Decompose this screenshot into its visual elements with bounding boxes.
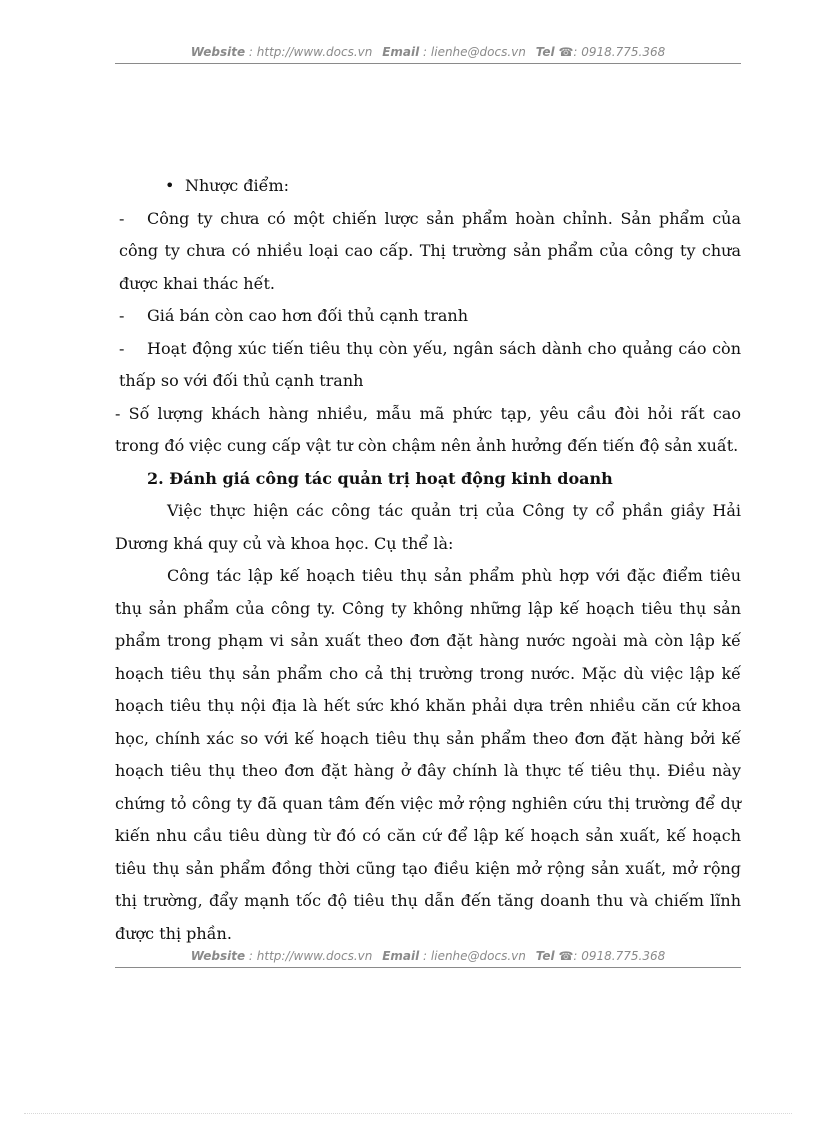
tel-label: Tel: [535, 45, 555, 59]
bullet-title: Nhược điểm:: [185, 176, 290, 195]
dash-item: [115, 333, 741, 398]
section-heading: 2. Đánh giá công tác quản trị hoạt động kinh doanh: [147, 468, 613, 488]
paragraph-main: Công tác lập kế hoạch tiêu thụ sản phẩm phù hợp với đặc điểm tiêu thụ sản phẩm của công ty. Công ty không những lập kế hoạch tiêu thụ sản phẩm trong phạm vi sản xuất theo đơn đặt hàng nước ngoài mà còn lập kế hoạch tiêu thụ sản phẩm cho cả thị trường trong nước. Mặc dù việc lập kế hoạch tiêu thụ nội địa là hết sức khó khăn phải dựa trên nhiều căn cứ khoa học, chính xác so với kế hoạch tiêu thụ sản phẩm theo đơn đặt hàng bởi kế hoạch tiêu thụ theo đơn đặt hàng ở đây chính là thực tế tiêu thụ. Điều này chứng tỏ công ty đã quan tâm đến việc mở rộng nghiên cứu thị trường để dự kiến nhu cầu tiêu dùng từ đó có căn cứ để lập kế hoạch sản xuất, kế hoạch tiêu thụ sản phẩm đồng thời cũng tạo điều kiện mở rộng sản xuất, mở rộng thị trường, đẩy mạnh tốc độ tiêu thụ dẫn đến tăng doanh thu và chiếm lĩnh được thị phần.: [115, 566, 741, 943]
dash-mark: -: [119, 306, 125, 325]
dash-text: Giá bán còn cao hơn đối thủ cạnh tranh: [147, 306, 469, 325]
phone-icon: ☎: [558, 45, 574, 59]
page-edge-divider: [24, 1113, 792, 1114]
tel-value: : 0918.775.368: [573, 45, 666, 59]
bullet-dot-icon: •: [165, 176, 175, 195]
bullet-item: [115, 170, 741, 203]
phone-icon: ☎: [558, 949, 574, 963]
website-value[interactable]: : http://www.docs.vn: [248, 45, 373, 59]
website-label: Website: [190, 949, 246, 963]
footer-rule: [115, 967, 741, 968]
email-value[interactable]: : lienhe@docs.vn: [423, 949, 526, 963]
website-label: Website: [190, 45, 246, 59]
dash-item-plain: - Số lượng khách hàng nhiều, mẫu mã phức tạp, yêu cầu đòi hỏi rất cao trong đó việc cung cấp vật tư còn chậm nên ảnh hưởng đến tiến độ sản xuất.: [115, 403, 741, 455]
dash-mark: -: [119, 338, 125, 358]
dash-text: Công ty chưa có một chiến lược sản phẩm hoàn chỉnh. Sản phẩm của công ty chưa có nhiều loại cao cấp. Thị trường sản phẩm của công ty chưa được khai thác hết.: [119, 208, 741, 293]
dash-mark: -: [119, 208, 125, 228]
dash-text: Hoạt động xúc tiến tiêu thụ còn yếu, ngân sách dành cho quảng cáo còn thấp so với đối thủ cạnh tranh: [119, 338, 741, 390]
header-rule: [115, 63, 741, 64]
paragraph-intro: Việc thực hiện các công tác quản trị của Công ty cổ phần giầy Hải Dương khá quy củ và khoa học. Cụ thể là:: [115, 501, 741, 553]
dash-item: [115, 300, 741, 333]
tel-value: : 0918.775.368: [573, 949, 666, 963]
tel-label: Tel: [535, 949, 555, 963]
email-label: Email: [382, 949, 420, 963]
email-value[interactable]: : lienhe@docs.vn: [423, 45, 526, 59]
website-value[interactable]: : http://www.docs.vn: [248, 949, 373, 963]
document-body: [115, 170, 741, 950]
email-label: Email: [382, 45, 420, 59]
dash-item: [115, 203, 741, 301]
page-footer: [115, 948, 741, 964]
page-header: [115, 44, 741, 60]
